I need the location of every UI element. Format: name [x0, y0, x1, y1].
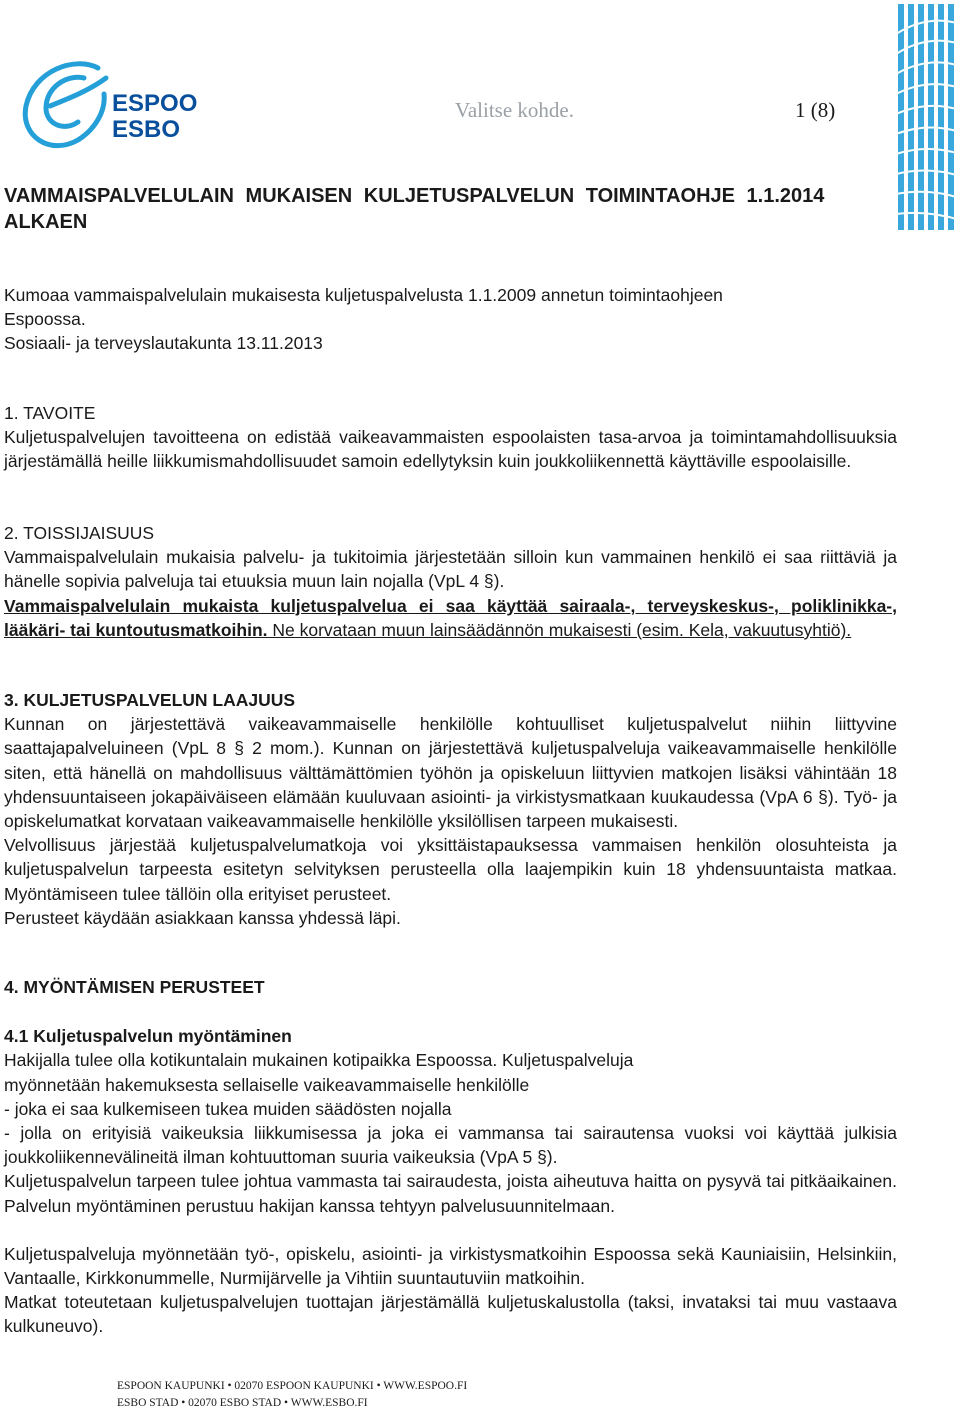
section-4-line1: Hakijalla tulee olla kotikuntalain mukainen kotipaikka Espoossa. Kuljetuspalveluja [4, 1050, 634, 1071]
logo-text-esbo: ESBO [112, 116, 181, 143]
intro-block [4, 283, 897, 356]
section-4 [4, 975, 897, 1339]
section-4-heading: 4. MYÖNTÄMISEN PERUSTEET [4, 977, 265, 997]
section-2-text: Vammaispalvelulain mukaisia palvelu- ja tukitoimia järjestetään silloin kun vammainen henkilö ei saa riittäviä ja hänelle sopivia palveluja tai etuuksia muun lain nojalla (VpL 4 §). [4, 547, 897, 592]
section-3 [4, 688, 897, 930]
section-3-para2: Velvollisuus järjestää kuljetuspalvelumatkoja voi yksittäistapauksessa vammaisen henkilön olosuhteista ja kuljetuspalvelun tarpeesta esitetyn selvityksen perusteella olla laajempikin kuin 18 yhdensuuntaista matkaa. Myöntämiseen tulee tällöin olla erityiset perusteet. [4, 835, 897, 904]
logo-text-espoo: ESPOO [112, 90, 198, 117]
section-4-bullet1: - joka ei saa kulkemiseen tukea muiden säädösten nojalla [4, 1098, 452, 1119]
section-2 [4, 521, 897, 642]
section-1 [4, 401, 897, 474]
section-4-para-areas: Kuljetuspalveluja myönnetään työ-, opiskelu, asiointi- ja virkistysmatkoihin Espoossa sekä Kauniaisiin, Helsinkiin, Vantaalle, Kirkkonummelle, Nurmijärvelle ja Vihtiin suuntautuviin matkoihin. [4, 1243, 897, 1289]
section-4-line2: myönnetään hakemuksesta sellaiselle vaikeavammaiselle henkilölle [4, 1074, 530, 1095]
intro-board-date: Sosiaali- ja terveyslautakunta 13.11.2013 [4, 333, 323, 354]
decorative-stripes-graphic [896, 4, 960, 230]
espoo-esbo-logo [20, 48, 200, 158]
section-3-heading: 3. KULJETUSPALVELUN LAAJUUS [4, 690, 296, 710]
section-2-heading: 2. TOISSIJAISUUS [4, 523, 155, 543]
section-4-bullet2: - jolla on erityisiä vaikeuksia liikkumisessa ja joka ei vammansa tai sairautensa vuoksi voi käyttää julkisia joukkoliikennevälineitä ilman kohtuuttoman suuria vaikeuksia (VpA 5 §). [4, 1123, 897, 1168]
footer-line-finnish: ESPOON KAUPUNKI • 02070 ESPOON KAUPUNKI • WWW.ESPOO.FI [117, 1380, 468, 1392]
section-4-para-vehicles: Matkat toteutetaan kuljetuspalvelujen tuottajan järjestämällä kuljetuskalustolla (taksi, invataksi tai muu vastaava kulkuneuvo). [4, 1292, 897, 1337]
section-3-para1: Kunnan on järjestettävä vaikeavammaiselle henkilölle kohtuulliset kuljetuspalvelut niihin liittyvine saattajapalveluineen (VpL 8 § 2 mom.). Kunnan on järjestettävä kuljetuspalveluja vaikeavammaiselle henkilölle siten, että hänellä on mahdollisuus välttämättömien työhön ja opiskeluun liittyvien matkojen lisäksi vähintään 18 yhdensuuntaiseen jokapäiväiseen elämään kuuluvaan asiointi- ja virkistysmatkaan kuukaudessa (VpA 6 §). Työ- ja opiskelumatkat korvataan vaikeavammaiselle henkilölle yksilöllisen tarpeen mukaisesti. [4, 714, 897, 832]
header-placeholder[interactable]: Valitse kohde. [455, 98, 574, 122]
section-2-restriction-rest: Ne korvataan muun lainsäädännön mukaisesti (esim. Kela, vakuutusyhtiö). [267, 619, 852, 640]
intro-repeal-text: Kumoaa vammaispalvelulain mukaisesta kuljetuspalvelusta 1.1.2009 annetun toimintaohjeen Espoossa. [4, 285, 723, 330]
footer-line-swedish: ESBO STAD • 02070 ESBO STAD • WWW.ESBO.FI [117, 1397, 368, 1409]
document-title: VAMMAISPALVELULAIN MUKAISEN KULJETUSPALVELUN TOIMINTAOHJE 1.1.2014 ALKAEN [4, 185, 825, 233]
footer [117, 1378, 467, 1412]
section-3-para3: Perusteet käydään asiakkaan kanssa yhdessä läpi. [4, 907, 401, 928]
page-number: 1 (8) [795, 98, 836, 122]
section-2-restriction [4, 594, 897, 642]
section-4-para-need: Kuljetuspalvelun tarpeen tulee johtua vammasta tai sairaudesta, joista aiheutuva haitta on pysyvä tai pitkäaikainen. Palvelun myöntäminen perustuu hakijan kanssa tehtyyn palvelusuunnitelmaan. [4, 1171, 897, 1216]
section-1-text: Kuljetuspalvelujen tavoitteena on edistää vaikeavammaisten espoolaisten tasa-arvoa ja toimintamahdollisuuksia järjestämällä heille liikkumismahdollisuudet samoin edellytyksin kuin joukkoliikennettä käyttäville espoolaisille. [4, 427, 897, 472]
section-4-1-heading: 4.1 Kuljetuspalvelun myöntäminen [4, 1026, 292, 1047]
section-2-restriction-bold: Vammaispalvelulain mukaista kuljetuspalvelua ei saa käyttää sairaala-, terveyskeskus-, poliklinikka-, lääkäri- tai kuntoutusmatkoihin. [4, 595, 897, 640]
section-1-heading: 1. TAVOITE [4, 403, 96, 423]
